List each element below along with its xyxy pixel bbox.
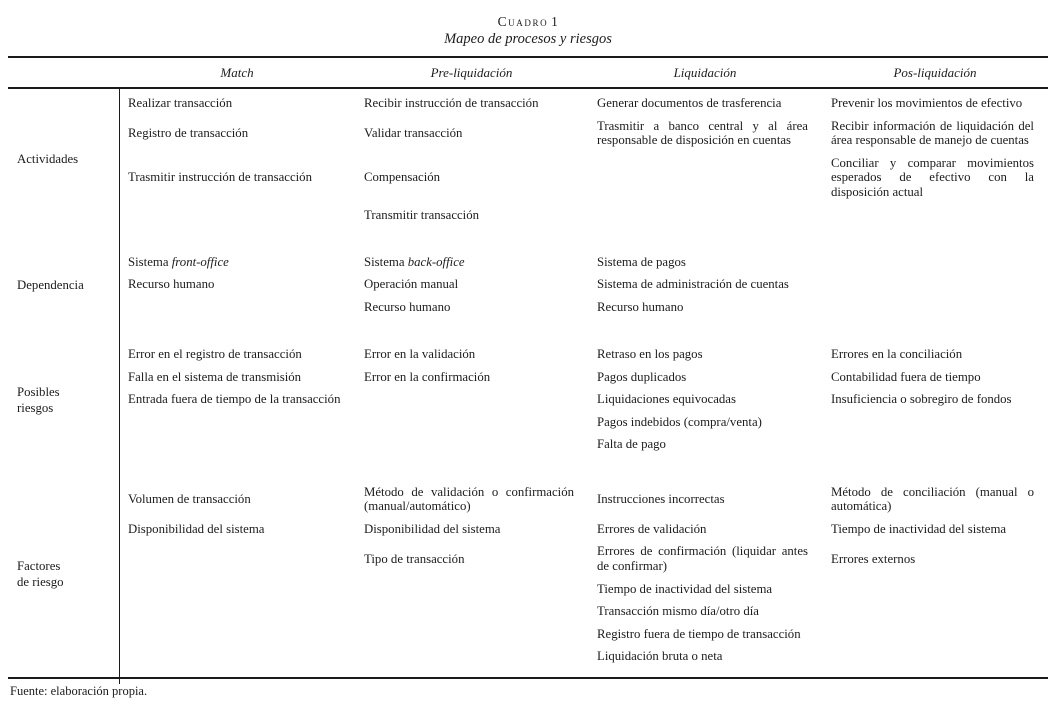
table-cell-item: Sistema back-office [364,254,465,269]
row-group-label: Factores de riesgo [17,559,64,590]
table-cell-item: Disponibilidad del sistema [128,521,265,536]
table-cell-item: Recurso humano [364,299,451,314]
table-cell-item: Volumen de transacción [128,491,251,506]
table-cell-item: Método de validación o confirmación (manual/automático) [364,484,574,514]
table-cell-item: Errores externos [831,551,916,566]
table-header-row [8,56,1048,89]
row-group [8,343,1048,456]
table-caption [8,8,1048,48]
table-cell-item: Trasmitir instrucción de transacción [128,170,312,185]
column-header-pre-liquidacion: Pre-liquidación [430,65,513,80]
table-cell-item: Recibir instrucción de transacción [364,96,539,110]
row-group [8,481,1048,668]
table-cell-item: Sistema de administración de cuentas [597,277,789,292]
table-cell-item: Pagos indebidos (compra/venta) [597,414,762,429]
source-note: Fuente: elaboración propia. [10,684,148,698]
table-cell-item: Contabilidad fuera de tiempo [831,369,981,384]
table-cell-item: Compensación [364,170,441,185]
column-header-match: Match [220,65,254,80]
table-cell-item: Retraso en los pagos [597,347,703,362]
column-header-pos-liquidacion: Pos-liquidación [893,65,977,80]
table-cell-item: Liquidación bruta o neta [597,649,723,664]
table-cell-item: Tiempo de inactividad del sistema [597,581,773,596]
table-cell-item: Recibir información de liquidación del área responsable de manejo de cuentas [831,118,1034,148]
table-cell-item: Error en la confirmación [364,369,491,384]
table-cell-item: Errores de confirmación (liquidar antes de confirmar) [597,544,808,574]
table-cell-item: Recurso humano [128,277,215,292]
table-cell-item: Método de conciliación (manual o automática) [831,484,1034,514]
table-cell-item: Falla en el sistema de transmisión [128,369,302,384]
table-cell-item: Transacción mismo día/otro día [597,604,759,619]
table-cell-item: Prevenir los movimientos de efectivo [831,96,1023,110]
table-cell-item: Error en la validación [364,347,476,362]
table-cell-item: Realizar transacción [128,96,233,110]
table-cell-item: Transmitir transacción [364,207,480,222]
table-cell-item: Pagos duplicados [597,369,687,384]
table-cell-item: Validar transacción [364,125,463,140]
table-cell-item: Liquidaciones equivocadas [597,392,736,407]
table-number-line [8,14,1048,30]
table-cell-item: Errores en la conciliación [831,347,963,362]
table-cell-item: Sistema front-office [128,254,229,269]
column-header-liquidacion: Liquidación [673,65,737,80]
row-group-label: Dependencia [17,277,84,292]
table-body [8,89,1048,679]
table-subtitle: Mapeo de procesos y riesgos [444,31,612,47]
table-cell-item: Falta de pago [597,437,666,452]
row-group [8,92,1048,226]
table-cell-item: Sistema de pagos [597,254,686,269]
table-cell-item: Disponibilidad del sistema [364,521,501,536]
table-cell-item: Operación manual [364,277,459,292]
table-caption-number: 1 [551,14,559,29]
table-cell-item: Trasmitir a banco central y al área responsable de disposición en cuentas [597,118,808,148]
table-cell-item: Registro fuera de tiempo de transacción [597,626,801,641]
row-group [8,251,1048,319]
table-cell-item: Registro de transacción [128,125,249,140]
table-cell-item: Tipo de transacción [364,551,465,566]
table-cell-item: Errores de validación [597,521,707,536]
table-cell-item: Entrada fuera de tiempo de la transacción [128,392,341,407]
table-cell-item: Generar documentos de trasferencia [597,96,782,110]
row-group-label: Actividades [17,152,79,167]
table-cell-item: Tiempo de inactividad del sistema [831,521,1007,536]
table-cell-item: Conciliar y comparar movimientos esperados de efectivo con la disposición actual [831,155,1034,199]
table-caption-word: Cuadro [497,14,549,29]
table-cell-item: Insuficiencia o sobregiro de fondos [831,392,1012,407]
table-cell-item: Recurso humano [597,299,684,314]
column-divider-line [119,89,120,684]
row-group-label: Posibles riesgos [17,384,60,415]
table-cell-item: Error en el registro de transacción [128,347,302,362]
table-cell-item: Instrucciones incorrectas [597,491,725,506]
